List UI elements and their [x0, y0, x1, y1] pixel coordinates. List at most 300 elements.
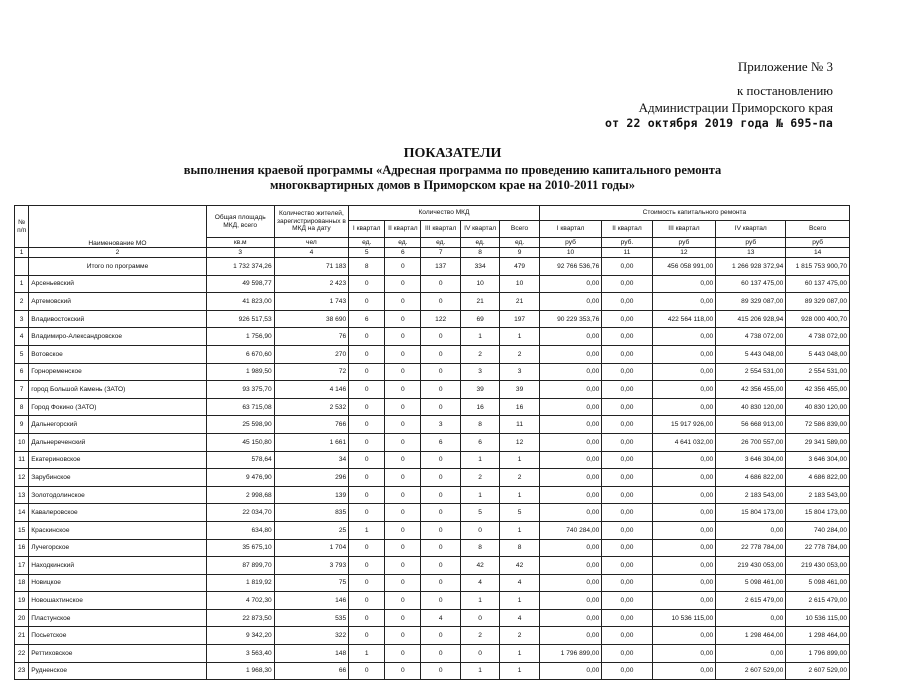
cell-value: 0,00 [602, 574, 652, 592]
cell-value: 0,00 [652, 662, 716, 680]
cell-value: 9 342,20 [206, 627, 274, 645]
cell-value: 4 146 [274, 381, 349, 399]
cell-value: 0,00 [652, 363, 716, 381]
cell-value: 10 [500, 275, 539, 293]
table-row [15, 310, 850, 328]
cell-value: 0 [385, 645, 421, 663]
cell-value: 2 615 479,00 [716, 592, 786, 610]
cell-value: 0 [421, 539, 460, 557]
appendix-number: Приложение № 3 [737, 59, 833, 74]
header-area: Общая площадь МКД, всего [206, 206, 274, 238]
cell-value: 1 [349, 645, 385, 663]
column-number-cell: 12 [652, 248, 716, 258]
cell-value: 22 034,70 [206, 504, 274, 522]
column-numbers-row [15, 248, 850, 258]
cell-value: 35 675,10 [206, 539, 274, 557]
cell-value: 0 [349, 363, 385, 381]
unit-cell: руб [716, 238, 786, 248]
cell-value: 2 532 [274, 398, 349, 416]
row-number: 5 [15, 345, 29, 363]
cell-value: 2 [460, 469, 499, 487]
cell-value: 15 804 173,00 [716, 504, 786, 522]
cell-value: 42 [500, 557, 539, 575]
indicators-table [14, 205, 850, 680]
unit-cell: ед. [460, 238, 499, 248]
cell-value: 0 [349, 416, 385, 434]
column-number-cell: 5 [349, 248, 385, 258]
municipality-name: Дальнереченский [29, 433, 207, 451]
cell-value: 0,00 [602, 451, 652, 469]
cell-value: 2 554 531,00 [716, 363, 786, 381]
column-number-cell: 11 [602, 248, 652, 258]
table-row [15, 381, 850, 399]
cell-value: 0,00 [539, 275, 601, 293]
header-mkd-q2: II квартал [385, 221, 421, 238]
cell-value: 1 756,90 [206, 328, 274, 346]
cell-value: 69 [460, 310, 499, 328]
cell-value: 0,00 [602, 469, 652, 487]
row-number: 17 [15, 557, 29, 575]
column-number-cell: 4 [274, 248, 349, 258]
cell-value: 219 430 053,00 [786, 557, 850, 575]
cell-value: 0 [385, 433, 421, 451]
row-number: 20 [15, 609, 29, 627]
table-row [15, 662, 850, 680]
cell-value: 3 563,40 [206, 645, 274, 663]
cell-value: 5 [500, 504, 539, 522]
cell-value: 1 [500, 328, 539, 346]
row-number: 6 [15, 363, 29, 381]
total-value: 137 [421, 258, 460, 276]
cell-value: 0,00 [602, 398, 652, 416]
table-row [15, 539, 850, 557]
cell-value: 0 [349, 293, 385, 311]
title-line-2: выполнения краевой программы «Адресная программа по проведению капитального ремонта [183, 163, 722, 177]
cell-value: 422 564 118,00 [652, 310, 716, 328]
municipality-name: Зарубинское [29, 469, 207, 487]
table-row [15, 469, 850, 487]
header-mkd-group: Количество МКД [349, 206, 540, 221]
cell-value: 6 [349, 310, 385, 328]
total-value: 0 [385, 258, 421, 276]
header-mkd-q3: III квартал [421, 221, 460, 238]
cell-value: 0 [349, 627, 385, 645]
cell-value: 4 [421, 609, 460, 627]
cell-value: 2 998,68 [206, 486, 274, 504]
unit-cell: руб [786, 238, 850, 248]
row-number: 7 [15, 381, 29, 399]
column-number-cell: 9 [500, 248, 539, 258]
cell-value: 0 [421, 363, 460, 381]
cell-value: 0 [421, 451, 460, 469]
cell-value: 0 [385, 469, 421, 487]
cell-value: 93 375,70 [206, 381, 274, 399]
cell-value: 66 [274, 662, 349, 680]
unit-cell: ед. [385, 238, 421, 248]
total-value: 1 266 928 372,94 [716, 258, 786, 276]
cell-value: 0,00 [539, 381, 601, 399]
table-row [15, 592, 850, 610]
cell-value: 0,00 [652, 486, 716, 504]
cell-value: 8 [500, 539, 539, 557]
cell-value: 1 [500, 521, 539, 539]
cell-value: 6 [421, 433, 460, 451]
cell-value: 15 917 926,00 [652, 416, 716, 434]
cell-value: 2 [460, 345, 499, 363]
cell-value: 0 [421, 557, 460, 575]
cell-value: 4 686 822,00 [716, 469, 786, 487]
cell-value: 2 [500, 469, 539, 487]
cell-value: 0,00 [652, 469, 716, 487]
cell-value: 0 [421, 504, 460, 522]
cell-value: 0 [385, 592, 421, 610]
cell-value: 0 [385, 486, 421, 504]
column-number-cell: 13 [716, 248, 786, 258]
table-row [15, 416, 850, 434]
cell-value: 0 [349, 328, 385, 346]
total-value: 479 [500, 258, 539, 276]
cell-value: 49 598,77 [206, 275, 274, 293]
cell-value: 1 819,92 [206, 574, 274, 592]
table-row [15, 275, 850, 293]
cell-value: 0,00 [652, 381, 716, 399]
cell-value: 0,00 [602, 293, 652, 311]
cell-value: 0 [385, 662, 421, 680]
cell-value: 0,00 [652, 293, 716, 311]
appendix-date-stamp: от 22 октября 2019 года № 695-па [605, 116, 833, 130]
cell-value: 0,00 [539, 557, 601, 575]
cell-value: 1 298 464,00 [716, 627, 786, 645]
cell-value: 0,00 [652, 451, 716, 469]
cell-value: 0,00 [539, 328, 601, 346]
cell-value: 0,00 [652, 398, 716, 416]
cell-value: 0,00 [539, 592, 601, 610]
cell-value: 5 098 461,00 [716, 574, 786, 592]
cell-value: 219 430 053,00 [716, 557, 786, 575]
cell-value: 8 [460, 416, 499, 434]
cell-value: 1 [460, 451, 499, 469]
cell-value: 5 [460, 504, 499, 522]
municipality-name: Вотовское [29, 345, 207, 363]
cell-value: 1 [500, 486, 539, 504]
title-line-3: многоквартирных домов в Приморском крае на 2010-2011 годы» [269, 178, 636, 192]
cell-value: 10 536 115,00 [786, 609, 850, 627]
municipality-name: Находкинский [29, 557, 207, 575]
cell-value: 2 183 543,00 [786, 486, 850, 504]
cell-value: 3 793 [274, 557, 349, 575]
cell-value: 146 [274, 592, 349, 610]
municipality-name: Новицкое [29, 574, 207, 592]
cell-value: 0,00 [539, 662, 601, 680]
municipality-name: Арсеньевский [29, 275, 207, 293]
table-row [15, 328, 850, 346]
municipality-name: Золотодолинское [29, 486, 207, 504]
row-number: 22 [15, 645, 29, 663]
cell-value: 1 796 899,00 [539, 645, 601, 663]
cell-value: 41 823,00 [206, 293, 274, 311]
cell-value: 0 [349, 609, 385, 627]
cell-value: 0 [460, 609, 499, 627]
cell-value: 1 [460, 592, 499, 610]
cell-value: 270 [274, 345, 349, 363]
municipality-name: Новошахтинское [29, 592, 207, 610]
cell-value: 6 670,60 [206, 345, 274, 363]
cell-value: 0 [349, 486, 385, 504]
total-label: Итого по программе [29, 258, 207, 276]
cell-value: 5 098 461,00 [786, 574, 850, 592]
cell-value: 0,00 [539, 345, 601, 363]
column-number-cell: 14 [786, 248, 850, 258]
cell-value: 0,00 [539, 486, 601, 504]
cell-value: 634,80 [206, 521, 274, 539]
cell-value: 415 206 928,94 [716, 310, 786, 328]
header-cost-q4: IV квартал [716, 221, 786, 238]
cell-value: 0,00 [539, 433, 601, 451]
cell-value: 766 [274, 416, 349, 434]
cell-value: 0 [385, 293, 421, 311]
header-name: Наименование МО [29, 206, 207, 248]
cell-value: 0,00 [716, 609, 786, 627]
cell-value: 3 [500, 363, 539, 381]
header-num: № п/п [15, 206, 29, 248]
document-title [0, 146, 905, 193]
table-row [15, 609, 850, 627]
cell-value: 0 [349, 557, 385, 575]
cell-value: 0,00 [652, 345, 716, 363]
cell-value: 21 [460, 293, 499, 311]
cell-value: 45 150,80 [206, 433, 274, 451]
cell-value: 1 [460, 662, 499, 680]
row-number: 2 [15, 293, 29, 311]
cell-value: 2 [460, 627, 499, 645]
municipality-name: Город Фокино (ЗАТО) [29, 398, 207, 416]
cell-value: 0,00 [652, 592, 716, 610]
cell-value: 60 137 475,00 [786, 275, 850, 293]
municipality-name: Дальнегорский [29, 416, 207, 434]
cell-value: 39 [500, 381, 539, 399]
cell-value: 1 [349, 521, 385, 539]
column-number-cell: 7 [421, 248, 460, 258]
unit-cell: руб [539, 238, 601, 248]
cell-value: 1 743 [274, 293, 349, 311]
cell-value: 0,00 [652, 574, 716, 592]
cell-value: 0,00 [539, 574, 601, 592]
cell-value: 0,00 [539, 627, 601, 645]
cell-value: 0,00 [652, 275, 716, 293]
unit-cell: ед. [421, 238, 460, 248]
row-number: 15 [15, 521, 29, 539]
cell-value: 0 [460, 521, 499, 539]
cell-value: 296 [274, 469, 349, 487]
table-row [15, 504, 850, 522]
cell-value: 1 [500, 451, 539, 469]
cell-value: 75 [274, 574, 349, 592]
cell-value: 0 [421, 645, 460, 663]
table-row [15, 433, 850, 451]
cell-value: 22 778 784,00 [786, 539, 850, 557]
cell-value: 10 [460, 275, 499, 293]
cell-value: 60 137 475,00 [716, 275, 786, 293]
table-row [15, 627, 850, 645]
cell-value: 0 [421, 592, 460, 610]
municipality-name: Кавалеровское [29, 504, 207, 522]
table-row [15, 345, 850, 363]
total-value: 71 183 [274, 258, 349, 276]
municipality-name: Рудненское [29, 662, 207, 680]
cell-value: 4 [460, 574, 499, 592]
cell-value: 4 641 032,00 [652, 433, 716, 451]
cell-value: 0 [421, 574, 460, 592]
cell-value: 0,00 [602, 645, 652, 663]
cell-value: 0,00 [602, 310, 652, 328]
unit-cell: ед. [349, 238, 385, 248]
cell-value: 1 704 [274, 539, 349, 557]
cell-value: 16 [460, 398, 499, 416]
cell-value: 1 989,50 [206, 363, 274, 381]
cell-value: 40 830 120,00 [716, 398, 786, 416]
cell-value: 0,00 [602, 557, 652, 575]
cell-value: 2 607 529,00 [716, 662, 786, 680]
cell-value: 3 646 304,00 [786, 451, 850, 469]
row-number: 1 [15, 275, 29, 293]
total-value: 456 058 991,00 [652, 258, 716, 276]
header-mkd-q1: I квартал [349, 221, 385, 238]
cell-value: 0,00 [602, 592, 652, 610]
cell-value: 0 [349, 539, 385, 557]
cell-value: 2 607 529,00 [786, 662, 850, 680]
cell-value: 0 [421, 328, 460, 346]
cell-value: 1 298 464,00 [786, 627, 850, 645]
total-num [15, 258, 29, 276]
cell-value: 25 [274, 521, 349, 539]
table-row [15, 645, 850, 663]
cell-value: 63 715,08 [206, 398, 274, 416]
table-row [15, 557, 850, 575]
unit-cell: ед. [500, 238, 539, 248]
cell-value: 0,00 [602, 416, 652, 434]
cell-value: 11 [500, 416, 539, 434]
total-value: 1 815 753 900,70 [786, 258, 850, 276]
row-number: 19 [15, 592, 29, 610]
cell-value: 0,00 [652, 627, 716, 645]
unit-cell: руб [652, 238, 716, 248]
table-row [15, 398, 850, 416]
cell-value: 0,00 [602, 504, 652, 522]
row-number: 4 [15, 328, 29, 346]
cell-value: 72 586 839,00 [786, 416, 850, 434]
column-number-cell: 3 [206, 248, 274, 258]
cell-value: 0,00 [539, 451, 601, 469]
cell-value: 835 [274, 504, 349, 522]
header-residents: Количество жителей, зарегистрированных в МКД на дату [274, 206, 349, 238]
total-row [15, 258, 850, 276]
cell-value: 29 341 589,00 [786, 433, 850, 451]
cell-value: 0 [385, 416, 421, 434]
table-row [15, 486, 850, 504]
table-row [15, 574, 850, 592]
cell-value: 0 [421, 293, 460, 311]
header-mkd-q4: IV квартал [460, 221, 499, 238]
cell-value: 0 [385, 363, 421, 381]
total-value: 1 732 374,26 [206, 258, 274, 276]
cell-value: 740 284,00 [539, 521, 601, 539]
cell-value: 0,00 [539, 363, 601, 381]
cell-value: 22 873,50 [206, 609, 274, 627]
cell-value: 0,00 [652, 521, 716, 539]
cell-value: 0,00 [539, 469, 601, 487]
cell-value: 40 830 120,00 [786, 398, 850, 416]
cell-value: 42 [460, 557, 499, 575]
municipality-name: Пластунское [29, 609, 207, 627]
cell-value: 12 [500, 433, 539, 451]
column-number-cell: 1 [15, 248, 29, 258]
cell-value: 3 [460, 363, 499, 381]
cell-value: 1 [500, 645, 539, 663]
cell-value: 0 [385, 504, 421, 522]
municipality-name: Горноременское [29, 363, 207, 381]
cell-value: 72 [274, 363, 349, 381]
header-cost-total: Всего [786, 221, 850, 238]
header-mkd-total: Всего [500, 221, 539, 238]
column-number-cell: 2 [29, 248, 207, 258]
cell-value: 197 [500, 310, 539, 328]
cell-value: 0 [349, 345, 385, 363]
cell-value: 0,00 [602, 433, 652, 451]
cell-value: 0,00 [716, 521, 786, 539]
cell-value: 0,00 [539, 539, 601, 557]
cell-value: 2 423 [274, 275, 349, 293]
cell-value: 740 284,00 [786, 521, 850, 539]
municipality-name: Владимиро-Александровское [29, 328, 207, 346]
cell-value: 0 [385, 310, 421, 328]
cell-value: 0 [349, 451, 385, 469]
cell-value: 2 183 543,00 [716, 486, 786, 504]
total-value: 8 [349, 258, 385, 276]
cell-value: 10 536 115,00 [652, 609, 716, 627]
cell-value: 25 598,90 [206, 416, 274, 434]
cell-value: 0 [349, 504, 385, 522]
cell-value: 0,00 [652, 645, 716, 663]
cell-value: 0 [349, 275, 385, 293]
cell-value: 0 [421, 275, 460, 293]
cell-value: 0,00 [602, 275, 652, 293]
cell-value: 87 899,70 [206, 557, 274, 575]
cell-value: 926 517,53 [206, 310, 274, 328]
appendix-ref: к постановлению [736, 83, 833, 98]
row-number: 10 [15, 433, 29, 451]
cell-value: 0 [421, 469, 460, 487]
total-value: 92 766 536,76 [539, 258, 601, 276]
row-number: 3 [15, 310, 29, 328]
cell-value: 0,00 [539, 398, 601, 416]
row-number: 21 [15, 627, 29, 645]
municipality-name: Екатериновское [29, 451, 207, 469]
cell-value: 0 [385, 381, 421, 399]
cell-value: 0 [421, 381, 460, 399]
cell-value: 0,00 [716, 645, 786, 663]
cell-value: 21 [500, 293, 539, 311]
cell-value: 38 690 [274, 310, 349, 328]
table-row [15, 521, 850, 539]
cell-value: 89 329 087,00 [716, 293, 786, 311]
cell-value: 76 [274, 328, 349, 346]
row-number: 9 [15, 416, 29, 434]
total-value: 334 [460, 258, 499, 276]
cell-value: 0 [385, 609, 421, 627]
row-number: 14 [15, 504, 29, 522]
cell-value: 535 [274, 609, 349, 627]
cell-value: 0,00 [539, 293, 601, 311]
